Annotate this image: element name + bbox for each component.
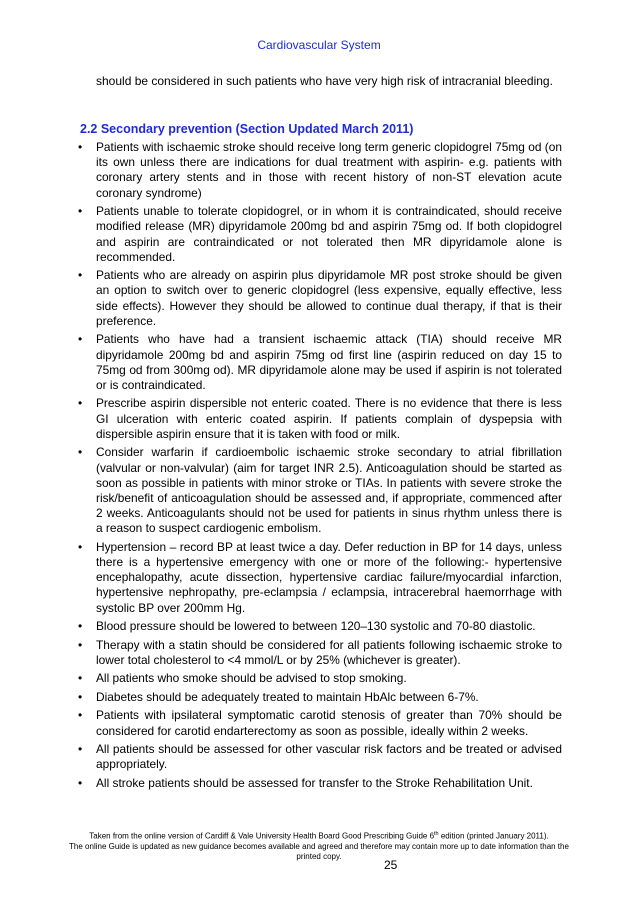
bullet-icon: •	[78, 539, 83, 554]
bullet-item	[78, 540, 562, 616]
bullet-text: Diabetes should be adequately treated to maintain HbAlc between 6-7%.	[96, 689, 479, 704]
bullet-text: All patients who smoke should be advised to stop smoking.	[96, 671, 407, 686]
bullet-icon: •	[78, 619, 83, 634]
bullet-item	[78, 204, 562, 265]
footer-line2: The online Guide is updated as new guidance becomes available and agreed and therefore may contain more up to date information than the printed copy.	[69, 841, 569, 861]
bullet-item	[78, 638, 562, 668]
page-header: Cardiovascular System	[257, 38, 381, 52]
bullet-icon: •	[78, 140, 83, 154]
footer-superscript: th	[434, 831, 439, 837]
bullet-item	[78, 776, 562, 791]
bullet-text: Patients who have had a transient ischaemic attack (TIA) should receive MR dipyridamole 200mg bd and aspirin 75mg od first line (aspirin reduced on day 15 to 75mg od from 300mg od). MR dipyridamole alone may be used if aspirin is not tolerated or is contraindicated.	[96, 332, 562, 392]
section-heading: 2.2 Secondary prevention (Section Updated March 2011)	[80, 122, 414, 136]
bullet-text: Patients with ipsilateral symptomatic carotid stenosis of greater than 70% should be considered for carotid endarterectomy as soon as possible, ideally within 2 weeks.	[96, 708, 562, 738]
footer-line1-start: Taken from the online version of Cardiff & Vale University Health Board Good Prescribing Guide 6	[89, 831, 435, 841]
bullet-item	[78, 671, 562, 686]
bullet-item	[78, 742, 562, 772]
bullet-text: Therapy with a statin should be considered for all patients following ischaemic stroke to lower total cholesterol to <4 mmol/L or by 25% (whichever is greater).	[96, 637, 562, 667]
bullet-text: Patients unable to tolerate clopidogrel, or in whom it is contraindicated, should receive modified release (MR) dipyridamole 200mg bd and aspirin 75mg od. If both clopidogrel and aspirin are contraindicated or not tolerated then MR dipyridamole alone is recommended.	[96, 204, 562, 264]
bullet-text: Consider warfarin if cardioembolic ischaemic stroke secondary to atrial fibrillation (valvular or non-valvular) (aim for target INR 2.5). Anticoagulation should be started as soon as possible in patients with minor stroke or TIAs. In patients with severe stroke the risk/benefit of anticoagulation should be assessed and, if appropriate, commenced after 2 weeks. Anticoagulants should not be used for patients in sinus rhythm unless there is a reason to suspect cardiogenic embolism.	[96, 445, 562, 536]
bullet-icon: •	[78, 708, 83, 723]
bullet-icon: •	[78, 671, 83, 686]
page-number: 25	[384, 858, 398, 872]
bullet-icon: •	[78, 637, 83, 652]
footer-note	[60, 829, 578, 862]
bullet-icon: •	[78, 396, 83, 411]
bullet-text: Prescribe aspirin dispersible not enteric coated. There is no evidence that there is less GI ulceration with enteric coated aspirin. If patients complain of dyspepsia with dispersible aspirin ensure that it is taken with food or milk.	[96, 396, 562, 441]
bullet-item	[78, 619, 562, 634]
bullet-item	[78, 690, 562, 705]
bullet-text: All stroke patients should be assessed for transfer to the Stroke Rehabilitation Unit.	[96, 775, 533, 790]
bullet-item	[78, 332, 562, 393]
bullet-item	[78, 140, 562, 201]
bullet-icon: •	[78, 268, 83, 283]
bullet-text: Blood pressure should be lowered to between 120–130 systolic and 70-80 diastolic.	[96, 619, 536, 634]
bullet-text: Hypertension – record BP at least twice a day. Defer reduction in BP for 14 days, unless there is a hypertensive emergency with one or more of the following:- hypertensive encephalopathy, acute dissection, hypertensive cardiac failure/myocardial infarction, hypertensive nephropathy, pre-eclampsia / eclampsia, intracerebral haemorrhage with systolic BP over 200mm Hg.	[96, 539, 562, 615]
bullet-item	[78, 445, 562, 536]
bullet-list	[78, 140, 562, 794]
bullet-text: Patients who are already on aspirin plus dipyridamole MR post stroke should be given an option to switch over to generic clopidogrel (less expensive, equally effective, less side effects). However they should be allowed to continue dual therapy, if that is their preference.	[96, 268, 562, 328]
bullet-icon: •	[78, 332, 83, 347]
bullet-item	[78, 396, 562, 442]
footer-line1-end: edition (printed January 2011).	[438, 831, 549, 841]
bullet-text: Patients with ischaemic stroke should receive long term generic clopidogrel 75mg od (on its own unless there are indications for dual treatment with aspirin- e.g. patients with coronary artery stents and in those with recent history of non-ST elevation acute coronary syndrome)	[96, 140, 562, 200]
bullet-icon: •	[78, 775, 83, 790]
bullet-icon: •	[78, 445, 83, 460]
bullet-item	[78, 708, 562, 738]
bullet-item	[78, 268, 562, 329]
bullet-icon: •	[78, 742, 83, 757]
bullet-text: All patients should be assessed for other vascular risk factors and be treated or advised appropriately.	[96, 742, 562, 772]
bullet-icon: •	[78, 204, 83, 219]
continuation-paragraph: should be considered in such patients who have very high risk of intracranial bleeding.	[96, 74, 553, 88]
bullet-icon: •	[78, 689, 83, 704]
